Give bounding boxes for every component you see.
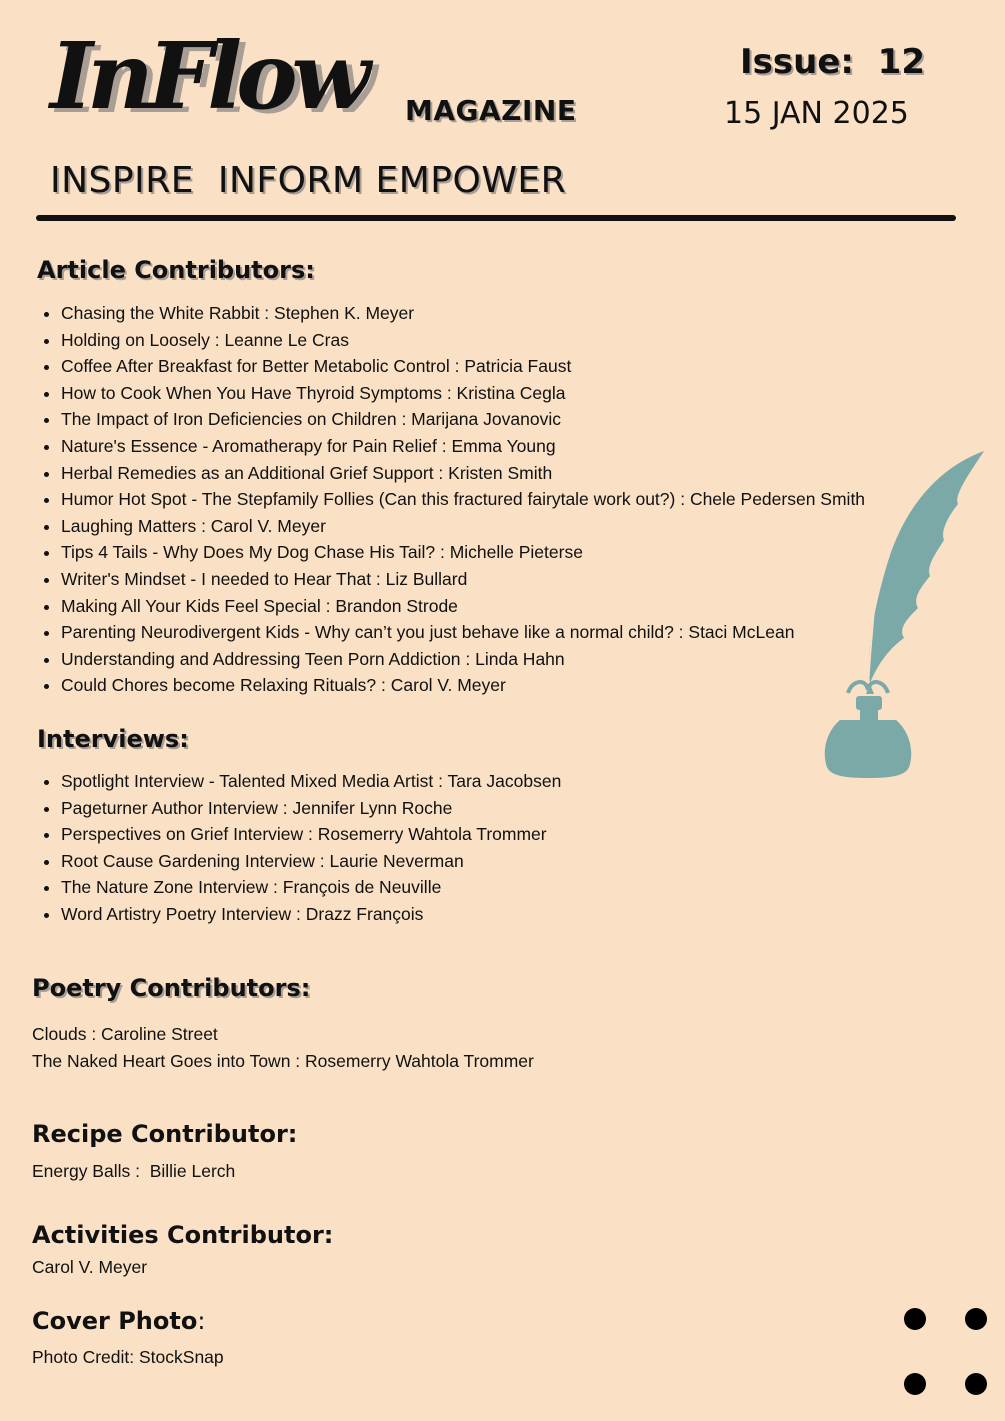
list-item: • Herbal Remedies as an Additional Grief Support : Kristen Smith	[61, 460, 865, 487]
dot-icon	[965, 1308, 987, 1330]
list-item: • How to Cook When You Have Thyroid Symptoms : Kristina Cegla	[61, 380, 865, 407]
dot-icon	[965, 1373, 987, 1395]
list-item: • Spotlight Interview - Talented Mixed Media Artist : Tara Jacobsen	[61, 768, 561, 795]
cover-photo-heading-text: Cover Photo	[32, 1307, 198, 1335]
list-item: • The Nature Zone Interview : François de Neuville	[61, 874, 561, 901]
list-item: • Making All Your Kids Feel Special : Brandon Strode	[61, 593, 865, 620]
list-item: • Could Chores become Relaxing Rituals? : Carol V. Meyer	[61, 672, 865, 699]
list-item: • Tips 4 Tails - Why Does My Dog Chase His Tail? : Michelle Pieterse	[61, 539, 865, 566]
magazine-label: MAGAZINE	[405, 94, 577, 127]
activities-contributor-text	[32, 1254, 147, 1281]
list-item: • Humor Hot Spot - The Stepfamily Follies (Can this fractured fairytale work out?) : Chele Pedersen Smith	[61, 486, 865, 513]
list-item: Energy Balls : Billie Lerch	[32, 1161, 236, 1181]
activities-contributor-heading: Activities Contributor:	[32, 1221, 334, 1249]
list-item: • Pageturner Author Interview : Jennifer Lynn Roche	[61, 795, 561, 822]
list-item: • Perspectives on Grief Interview : Rosemerry Wahtola Trommer	[61, 821, 561, 848]
cover-photo-heading-colon: :	[197, 1307, 206, 1335]
cover-photo-credit	[32, 1344, 224, 1371]
list-item: • Writer's Mindset - I needed to Hear That : Liz Bullard	[61, 566, 865, 593]
list-item: • Coffee After Breakfast for Better Metabolic Control : Patricia Faust	[61, 353, 865, 380]
recipe-contributor-heading: Recipe Contributor:	[32, 1120, 298, 1148]
issue-number: Issue: 12	[740, 42, 925, 82]
list-item: • The Impact of Iron Deficiencies on Children : Marijana Jovanovic	[61, 406, 865, 433]
list-item: • Parenting Neurodivergent Kids - Why can’t you just behave like a normal child? : Staci McLean	[61, 619, 865, 646]
list-item: • Chasing the White Rabbit : Stephen K. Meyer	[61, 300, 865, 327]
recipe-contributor-text	[32, 1158, 235, 1185]
article-contributors-list	[37, 300, 865, 699]
list-item: Carol V. Meyer	[32, 1257, 148, 1277]
list-item: • Nature's Essence - Aromatherapy for Pain Relief : Emma Young	[61, 433, 865, 460]
list-item: • Understanding and Addressing Teen Porn Addiction : Linda Hahn	[61, 646, 865, 673]
dot-icon	[904, 1373, 926, 1395]
poetry-contributors-heading: Poetry Contributors:	[32, 974, 311, 1002]
poetry-contributors-list	[32, 1021, 534, 1075]
list-item: • Root Cause Gardening Interview : Laurie Neverman	[61, 848, 561, 875]
list-item: The Naked Heart Goes into Town : Rosemerry Wahtola Trommer	[32, 1051, 534, 1071]
list-item: Photo Credit: StockSnap	[32, 1347, 224, 1367]
logo: InFlow	[50, 22, 365, 130]
list-item: • Word Artistry Poetry Interview : Drazz François	[61, 901, 561, 928]
dot-icon	[904, 1308, 926, 1330]
quill-inkwell-icon	[818, 448, 990, 783]
list-item: • Laughing Matters : Carol V. Meyer	[61, 513, 865, 540]
tagline: INSPIRE INFORM EMPOWER	[50, 160, 567, 201]
article-contributors-heading: Article Contributors:	[37, 256, 315, 284]
interviews-heading: Interviews:	[37, 725, 189, 753]
list-item: Clouds : Caroline Street	[32, 1024, 218, 1044]
cover-photo-heading	[32, 1307, 205, 1335]
issue-date: 15 JAN 2025	[724, 96, 909, 131]
list-item: • Holding on Loosely : Leanne Le Cras	[61, 327, 865, 354]
interviews-list	[37, 768, 561, 928]
header-divider	[36, 215, 956, 221]
